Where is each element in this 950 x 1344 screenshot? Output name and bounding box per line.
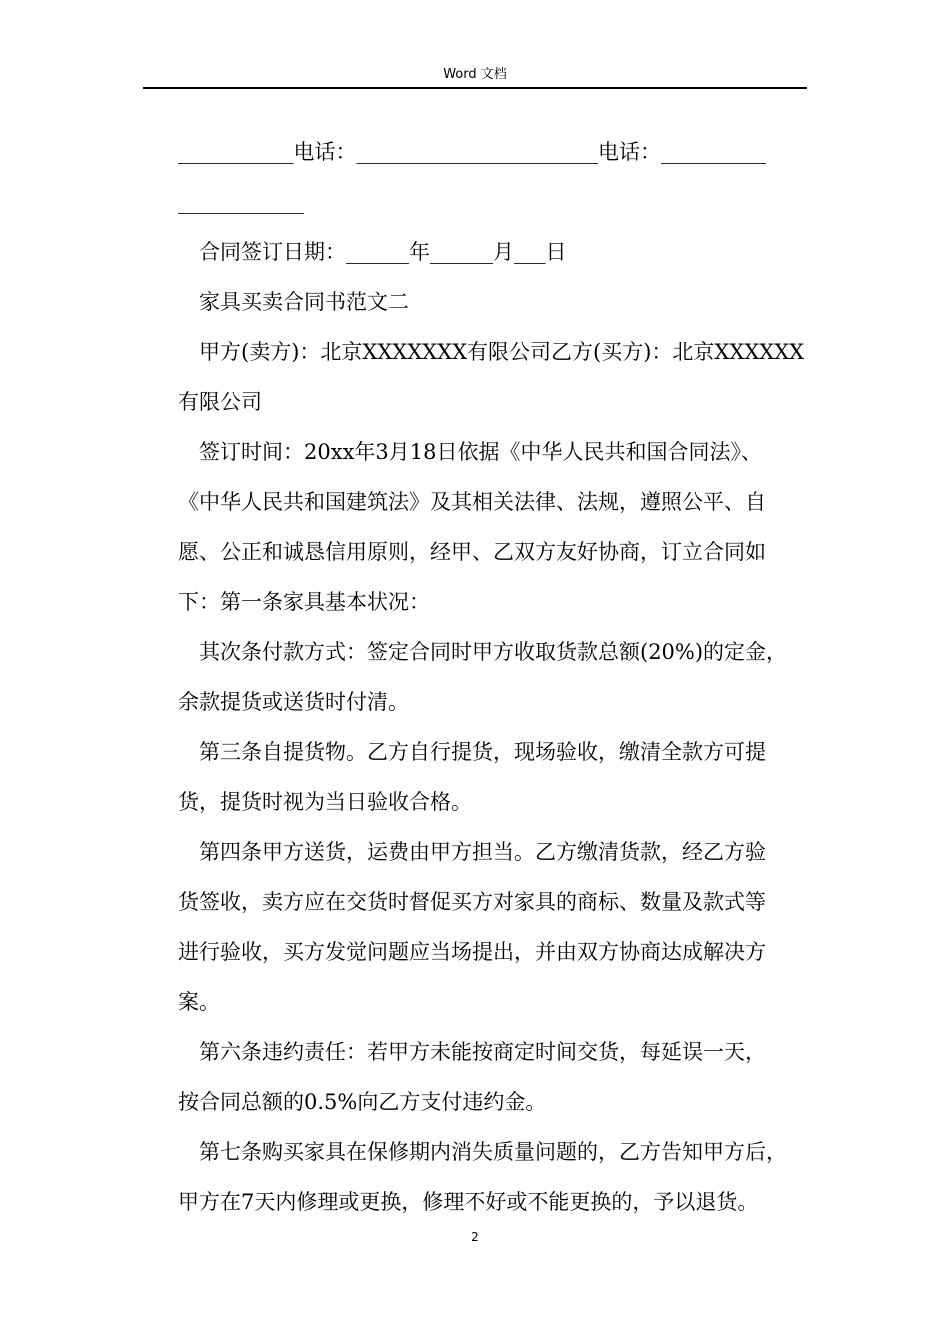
parties-line-continued: 有限公司 bbox=[178, 390, 262, 414]
paragraph-line: 第四条甲方送货，运费由甲方担当。乙方缴清货款，经乙方验 bbox=[199, 840, 766, 864]
paragraph-line: 愿、公正和诚恳信用原则，经甲、乙双方友好协商，订立合同如 bbox=[178, 540, 766, 564]
paragraph-line: 按合同总额的0.5%向乙方支付违约金。 bbox=[178, 1090, 547, 1114]
section-title: 家具买卖合同书范文二 bbox=[199, 290, 409, 314]
paragraph-line: 第三条自提货物。乙方自行提货，现场验收，缴清全款方可提 bbox=[199, 740, 766, 764]
paragraph-line: 余款提货或送货时付清。 bbox=[178, 690, 409, 714]
paragraph-line: 其次条付款方式：签定合同时甲方收取货款总额(20%)的定金， bbox=[199, 640, 788, 664]
page-number: 2 bbox=[471, 1230, 479, 1244]
paragraph-line: 签订时间：20xx年3月18日依据《中华人民共和国合同法》、 bbox=[199, 440, 762, 464]
paragraph-line: 案。 bbox=[178, 990, 220, 1014]
paragraph-line: 下：第一条家具基本状况： bbox=[178, 590, 430, 614]
phone-line: ___________电话：_______________________电话：__________ bbox=[178, 140, 766, 164]
phone-line-continued: ____________ bbox=[178, 190, 304, 214]
paragraph-line: 《中华人民共和国建筑法》及其相关法律、法规，遵照公平、自 bbox=[178, 490, 766, 514]
paragraph-line: 第七条购买家具在保修期内消失质量问题的，乙方告知甲方后， bbox=[199, 1140, 787, 1164]
parties-line: 甲方(卖方)：北京XXXXXXX有限公司乙方(买方)：北京XXXXXX bbox=[199, 340, 805, 364]
document-body bbox=[178, 127, 808, 1227]
paragraph-line: 货签收，卖方应在交货时督促买方对家具的商标、数量及款式等 bbox=[178, 890, 766, 914]
paragraph-line: 甲方在7天内修理或更换，修理不好或不能更换的，予以退货。 bbox=[178, 1190, 759, 1214]
header-divider bbox=[143, 87, 807, 89]
paragraph-line: 第六条违约责任：若甲方未能按商定时间交货，每延误一天， bbox=[199, 1040, 766, 1064]
paragraph-line: 进行验收，买方发觉问题应当场提出，并由双方协商达成解决方 bbox=[178, 940, 766, 964]
signing-date-line: 合同签订日期：______年______月___日 bbox=[199, 240, 567, 264]
paragraph-line: 货，提货时视为当日验收合格。 bbox=[178, 790, 472, 814]
page-header: Word 文档 bbox=[443, 67, 507, 82]
